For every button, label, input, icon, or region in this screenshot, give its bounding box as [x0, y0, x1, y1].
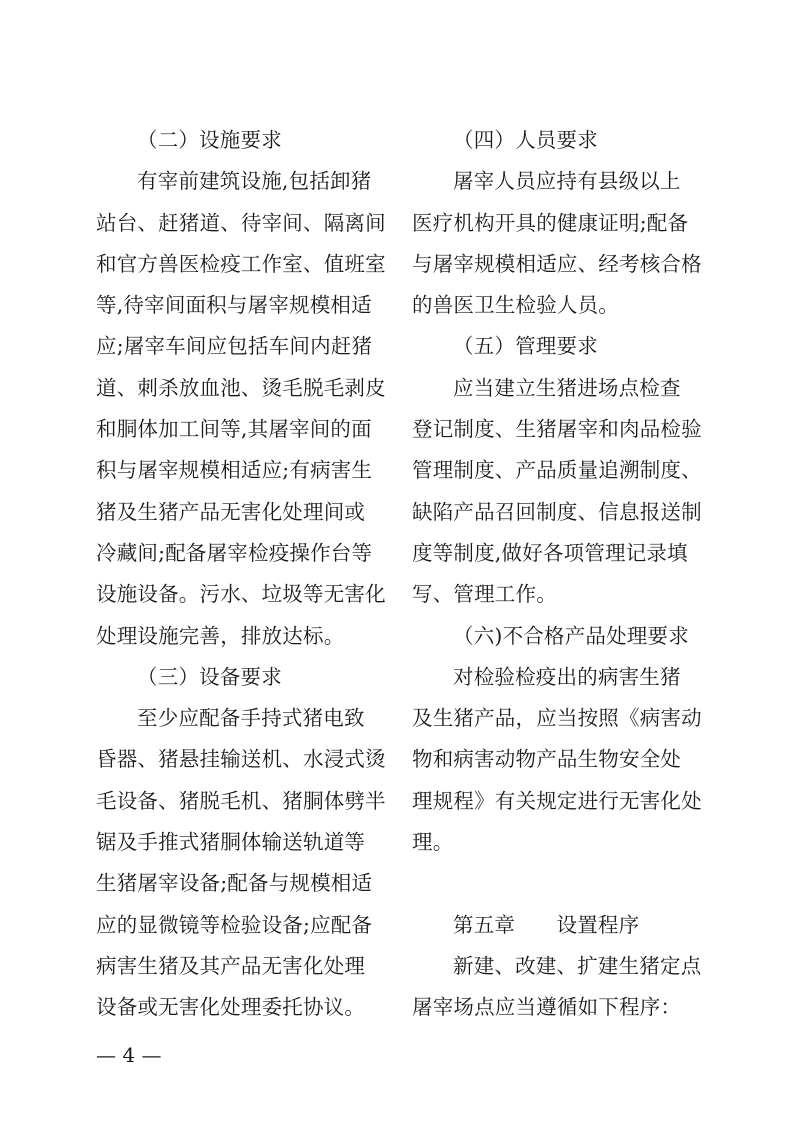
paragraph-line: 昏器、猪悬挂输送机、水浸式烫	[96, 747, 386, 772]
paragraph-line: 道、刺杀放血池、烫毛脱毛剥皮	[96, 375, 386, 400]
paragraph-line: 缺陷产品召回制度、信息报送制	[412, 499, 702, 524]
paragraph-line: 有宰前建筑设施,包括卸猪	[137, 169, 372, 194]
paragraph-line: 屠宰场点应当遵循如下程序：	[412, 995, 682, 1020]
paragraph-line: 等,待宰间面积与屠宰规模相适	[96, 293, 372, 318]
paragraph-line: 毛设备、猪脱毛机、猪胴体劈半	[96, 788, 386, 813]
paragraph-line: 屠宰人员应持有县级以上	[453, 169, 681, 194]
paragraph-line: 猪及生猪产品无害化处理间或	[96, 499, 366, 524]
paragraph-line: 与屠宰规模相适应、经考核合格	[412, 251, 702, 276]
paragraph-line: 新建、改建、扩建生猪定点	[453, 953, 702, 978]
paragraph-line: 设备或无害化处理委托协议。	[96, 995, 366, 1020]
paragraph-line: 应的显微镜等检验设备;应配备	[96, 912, 373, 937]
paragraph-line: 站台、赶猪道、待宰间、隔离间	[96, 210, 386, 235]
left-column	[96, 120, 396, 1029]
paragraph-line: 理。	[412, 830, 454, 855]
paragraph-line: 对检验检疫出的病害生猪	[453, 664, 681, 689]
paragraph-line: 冷藏间;配备屠宰检疫操作台等	[96, 540, 373, 565]
section-heading: （五）管理要求	[453, 334, 598, 359]
section-heading: （三）设备要求	[137, 664, 282, 689]
paragraph-line: 和官方兽医检疫工作室、值班室	[96, 251, 386, 276]
page-number: — 4 —	[96, 1043, 162, 1067]
paragraph-line: 度等制度,做好各项管理记录填	[412, 540, 688, 565]
paragraph-line: 理规程》有关规定进行无害化处	[412, 788, 702, 813]
paragraph-line: 锯及手推式猪胴体输送轨道等	[96, 830, 366, 855]
paragraph-line: 至少应配备手持式猪电致	[137, 706, 365, 731]
paragraph-line: 生猪屠宰设备;配备与规模相适	[96, 871, 373, 896]
right-column	[412, 120, 708, 1029]
paragraph-line: 应当建立生猪进场点检查	[453, 375, 681, 400]
paragraph-line: 及生猪产品，应当按照《病害动	[412, 706, 702, 731]
paragraph-line: 积与屠宰规模相适应;有病害生	[96, 458, 373, 483]
paragraph-line: 和胴体加工间等,其屠宰间的面	[96, 417, 372, 442]
paragraph-line: 登记制度、生猪屠宰和肉品检验	[412, 417, 702, 442]
section-heading: 第五章 设置程序	[453, 912, 640, 937]
paragraph-line: 设施设备。污水、垃圾等无害化	[96, 582, 386, 607]
paragraph-line: 处理设施完善，排放达标。	[96, 623, 345, 648]
section-heading: （二）设施要求	[137, 128, 282, 152]
blank-line	[412, 863, 708, 904]
section-heading: （六)不合格产品处理要求	[453, 623, 689, 648]
paragraph-line: 的兽医卫生检验人员。	[412, 293, 619, 318]
section-heading: （四）人员要求	[453, 128, 598, 152]
paragraph-line: 病害生猪及其产品无害化处理	[96, 953, 366, 978]
paragraph-line: 应;屠宰车间应包括车间内赶猪	[96, 334, 373, 359]
paragraph-line: 物和病害动物产品生物安全处	[412, 747, 682, 772]
paragraph-line: 医疗机构开具的健康证明;配备	[412, 210, 689, 235]
paragraph-line: 管理制度、产品质量追溯制度、	[412, 458, 702, 483]
paragraph-line: 写、管理工作。	[412, 582, 557, 607]
